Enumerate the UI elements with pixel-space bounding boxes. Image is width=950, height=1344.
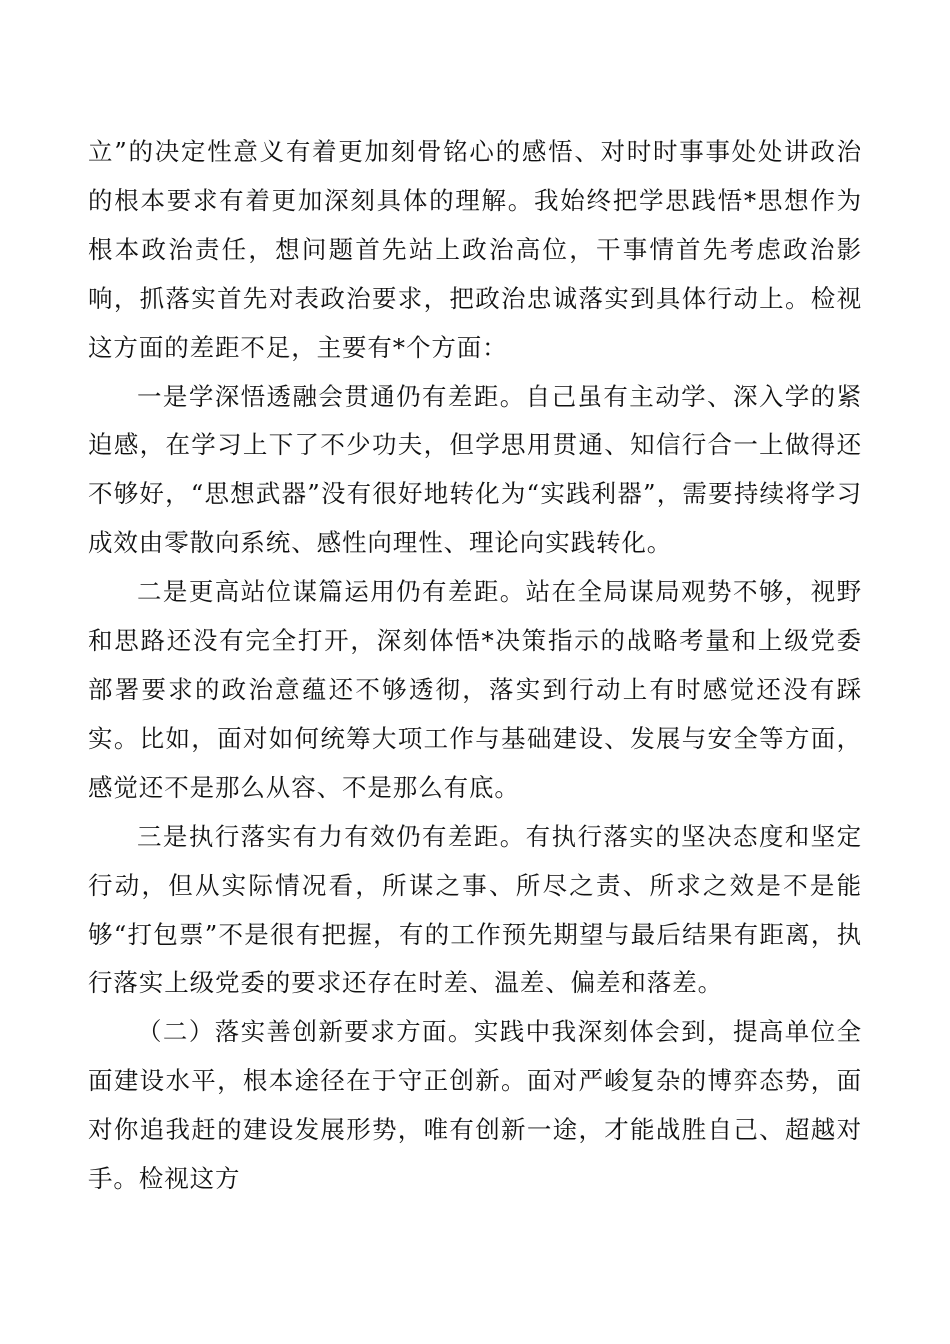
paragraph-section-two: （二）落实善创新要求方面。实践中我深刻体会到，提高单位全面建设水平，根本途径在于守正创新。面对严峻复杂的博弈态势，面对你追我赶的建设发展形势，唯有创新一途，才能战胜自己、超越对手。检视这方 — [88, 1017, 862, 1194]
document-body — [88, 128, 862, 1204]
paragraph-point-one: 一是学深悟透融会贯通仍有差距。自己虽有主动学、深入学的紧迫感，在学习上下了不少功夫，但学思用贯通、知信行合一上做得还不够好，“思想武器”没有很好地转化为“实践利器”，需要持续将学习成效由零散向系统、感性向理性、理论向实践转化。 — [88, 381, 862, 558]
paragraph-continuation: 立”的决定性意义有着更加刻骨铭心的感悟、对时时事事处处讲政治的根本要求有着更加深刻具体的理解。我始终把学思践悟*思想作为根本政治责任，想问题首先站上政治高位，干事情首先考虑政治影响，抓落实首先对表政治要求，把政治忠诚落实到具体行动上。检视这方面的差距不足，主要有*个方面： — [88, 137, 862, 362]
paragraph-point-two: 二是更高站位谋篇运用仍有差距。站在全局谋局观势不够，视野和思路还没有完全打开，深刻体悟*决策指示的战略考量和上级党委部署要求的政治意蕴还不够透彻，落实到行动上有时感觉还没有踩实。比如，面对如何统筹大项工作与基础建设、发展与安全等方面，感觉还不是那么从容、不是那么有底。 — [88, 577, 862, 802]
paragraph-point-three: 三是执行落实有力有效仍有差距。有执行落实的坚决态度和坚定行动，但从实际情况看，所谋之事、所尽之责、所求之效是不是能够“打包票”不是很有把握，有的工作预先期望与最后结果有距离，执行落实上级党委的要求还存在时差、温差、偏差和落差。 — [88, 821, 862, 998]
